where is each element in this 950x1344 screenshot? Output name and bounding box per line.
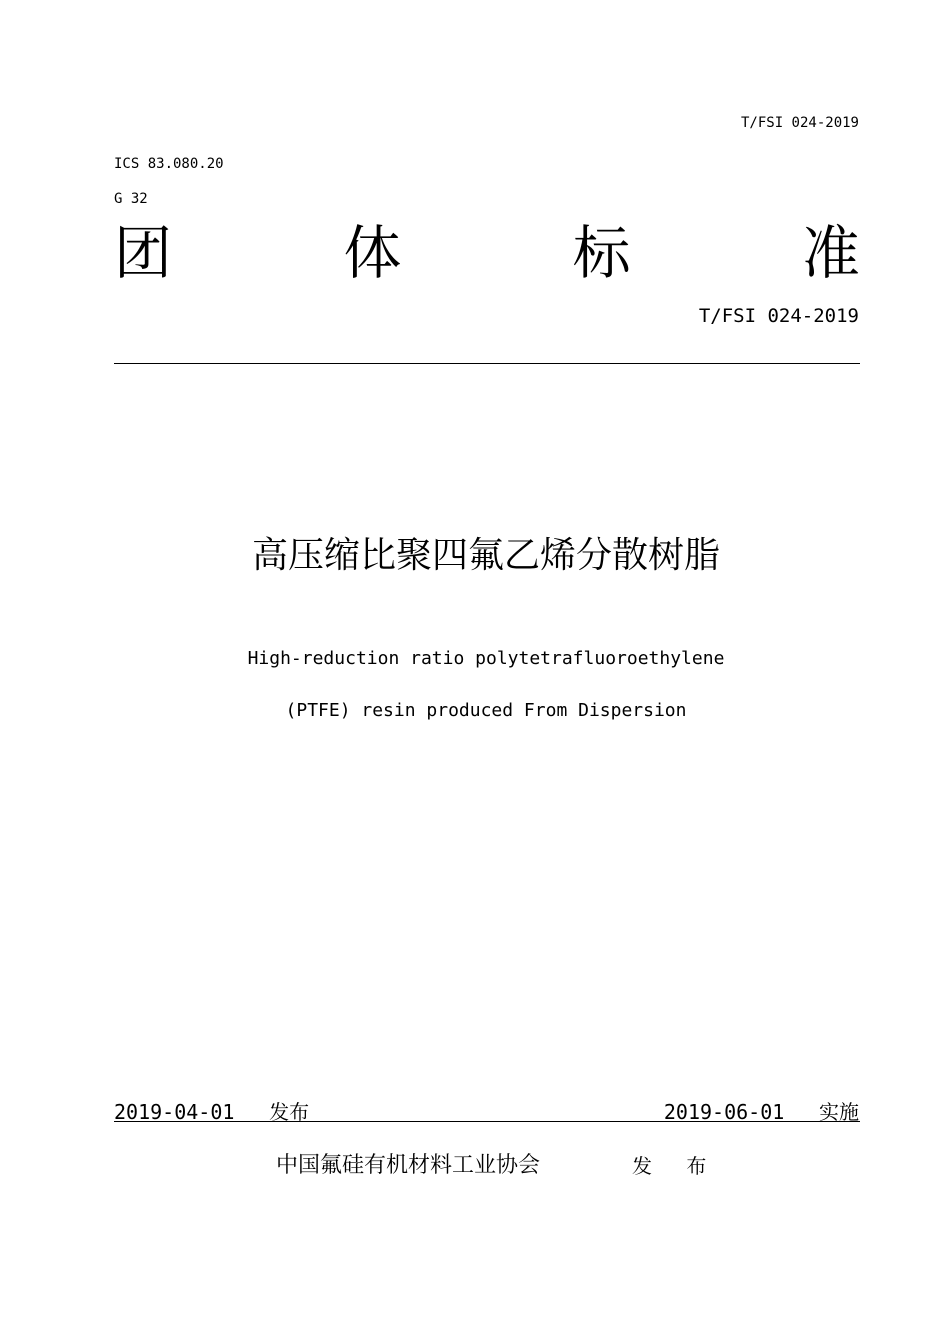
chinese-title: 高压缩比聚四氟乙烯分散树脂 xyxy=(251,535,720,576)
header-standard-code: T/FSI 024-2019 xyxy=(740,115,859,131)
issue-date: 2019-04-01 xyxy=(114,1100,235,1124)
english-title-line-1: High-reduction ratio polytetrafluoroethylene xyxy=(247,648,725,669)
bottom-divider xyxy=(114,1121,860,1122)
publisher-name: 中国氟硅有机材料工业协会 xyxy=(276,1153,541,1178)
title-char-3: 标 xyxy=(572,219,631,287)
publish-label: 发 布 xyxy=(632,1154,721,1178)
ics-code: ICS 83.080.20 xyxy=(114,156,224,172)
title-char-1: 团 xyxy=(114,219,173,287)
issue-label: 发布 xyxy=(269,1100,310,1124)
title-char-2: 体 xyxy=(343,219,402,287)
english-title-line-2: (PTFE) resin produced From Dispersion xyxy=(285,700,687,721)
implement-label: 实施 xyxy=(819,1100,859,1124)
ccs-code: G 32 xyxy=(114,191,148,207)
standard-number: T/FSI 024-2019 xyxy=(698,305,859,327)
top-divider xyxy=(114,363,860,364)
title-char-4: 准 xyxy=(801,219,860,287)
implement-date: 2019-06-01 xyxy=(663,1100,785,1124)
standard-type-title xyxy=(114,218,860,288)
